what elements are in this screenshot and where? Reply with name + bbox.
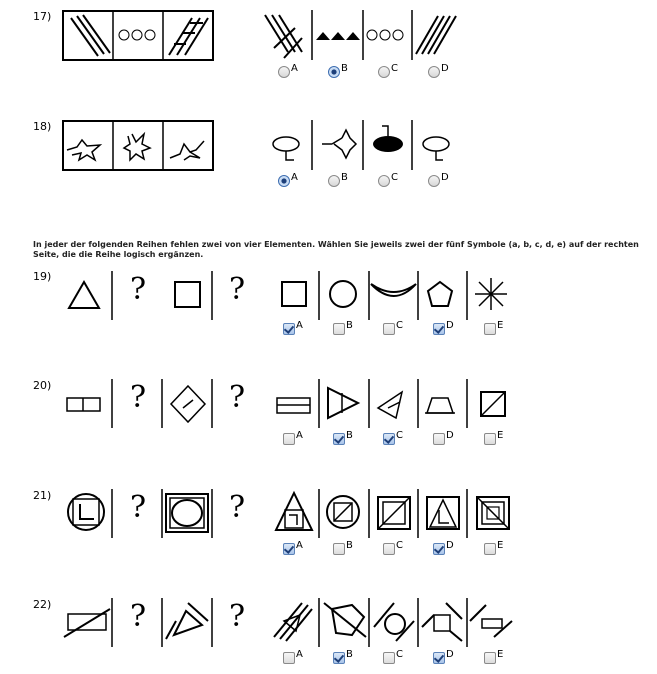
q19-checkbox-a[interactable] [283, 323, 295, 335]
q19-missing-1: ? [130, 272, 147, 307]
q19-option-c[interactable]: C [383, 320, 403, 334]
q21-option-c[interactable]: C [383, 540, 403, 554]
q17-radio-a[interactable] [278, 66, 290, 78]
q19-checkbox-b[interactable] [333, 323, 345, 335]
q18-radio-c[interactable] [378, 175, 390, 187]
q21-checkbox-b[interactable] [333, 543, 345, 555]
question-18-sequence [62, 120, 214, 172]
q20-option-e[interactable]: E [484, 430, 503, 444]
q18-radio-b[interactable] [328, 175, 340, 187]
question-22-answers [270, 597, 520, 649]
q18-radio-a[interactable] [278, 175, 290, 187]
q19-checkbox-d[interactable] [433, 323, 445, 335]
q20-checkbox-b[interactable] [333, 433, 345, 445]
q18-option-b[interactable]: B [328, 172, 348, 186]
q21-missing-2: ? [229, 490, 246, 525]
q21-option-e[interactable]: E [484, 540, 503, 554]
question-19-number: 19) [33, 270, 52, 283]
q22-option-e[interactable]: E [484, 649, 503, 663]
q21-missing-1: ? [130, 490, 147, 525]
question-18-number: 18) [33, 120, 52, 133]
q19-checkbox-c[interactable] [383, 323, 395, 335]
q21-checkbox-e[interactable] [484, 543, 496, 555]
q20-missing-1: ? [130, 380, 147, 415]
q22-option-b[interactable]: B [333, 649, 353, 663]
q22-option-d[interactable]: D [433, 649, 454, 663]
q19-option-d[interactable]: D [433, 320, 454, 334]
q19-option-e[interactable]: E [484, 320, 503, 334]
q18-radio-d[interactable] [428, 175, 440, 187]
question-21-number: 21) [33, 489, 52, 502]
q20-option-c[interactable]: C [383, 430, 403, 444]
q18-option-c[interactable]: C [378, 172, 398, 186]
q22-missing-1: ? [130, 599, 147, 634]
question-17-number: 17) [33, 10, 52, 23]
q20-option-b[interactable]: B [333, 430, 353, 444]
q22-option-c[interactable]: C [383, 649, 403, 663]
q21-option-d[interactable]: D [433, 540, 454, 554]
q22-checkbox-c[interactable] [383, 652, 395, 664]
q21-option-b[interactable]: B [333, 540, 353, 554]
q22-checkbox-d[interactable] [433, 652, 445, 664]
q20-checkbox-a[interactable] [283, 433, 295, 445]
question-20-number: 20) [33, 379, 52, 392]
q17-option-c[interactable]: C [378, 63, 398, 77]
q21-checkbox-c[interactable] [383, 543, 395, 555]
q22-checkbox-a[interactable] [283, 652, 295, 664]
question-18-answers [262, 120, 462, 172]
q17-radio-d[interactable] [428, 66, 440, 78]
q19-option-a[interactable]: A [283, 320, 303, 334]
q22-missing-2: ? [229, 599, 246, 634]
question-17-answers [262, 10, 462, 62]
question-21-answers [270, 488, 520, 540]
q21-checkbox-a[interactable] [283, 543, 295, 555]
q17-option-a[interactable]: A [278, 63, 298, 77]
q22-option-a[interactable]: A [283, 649, 303, 663]
question-19-answers [270, 270, 520, 322]
q20-option-d[interactable]: D [433, 430, 454, 444]
instruction-text: In jeder der folgenden Reihen fehlen zwei von vier Elementen. Wählen Sie jeweils zwei der fünf Symbole (a, b, c, d, e) auf der rechten Seite, die die Reihe logisch ergänzen. [33, 240, 639, 259]
question-20-answers [270, 378, 520, 430]
q18-option-d[interactable]: D [428, 172, 449, 186]
q21-option-a[interactable]: A [283, 540, 303, 554]
q17-radio-c[interactable] [378, 66, 390, 78]
q19-missing-2: ? [229, 272, 246, 307]
q22-checkbox-e[interactable] [484, 652, 496, 664]
q17-option-b[interactable]: B [328, 63, 348, 77]
q17-option-d[interactable]: D [428, 63, 449, 77]
q20-option-a[interactable]: A [283, 430, 303, 444]
q19-option-b[interactable]: B [333, 320, 353, 334]
q20-checkbox-e[interactable] [484, 433, 496, 445]
q18-option-a[interactable]: A [278, 172, 298, 186]
question-17-sequence [62, 10, 214, 62]
q20-checkbox-c[interactable] [383, 433, 395, 445]
q17-radio-b[interactable] [328, 66, 340, 78]
q20-checkbox-d[interactable] [433, 433, 445, 445]
q19-checkbox-e[interactable] [484, 323, 496, 335]
q21-checkbox-d[interactable] [433, 543, 445, 555]
q20-missing-2: ? [229, 380, 246, 415]
question-22-number: 22) [33, 598, 52, 611]
q22-checkbox-b[interactable] [333, 652, 345, 664]
